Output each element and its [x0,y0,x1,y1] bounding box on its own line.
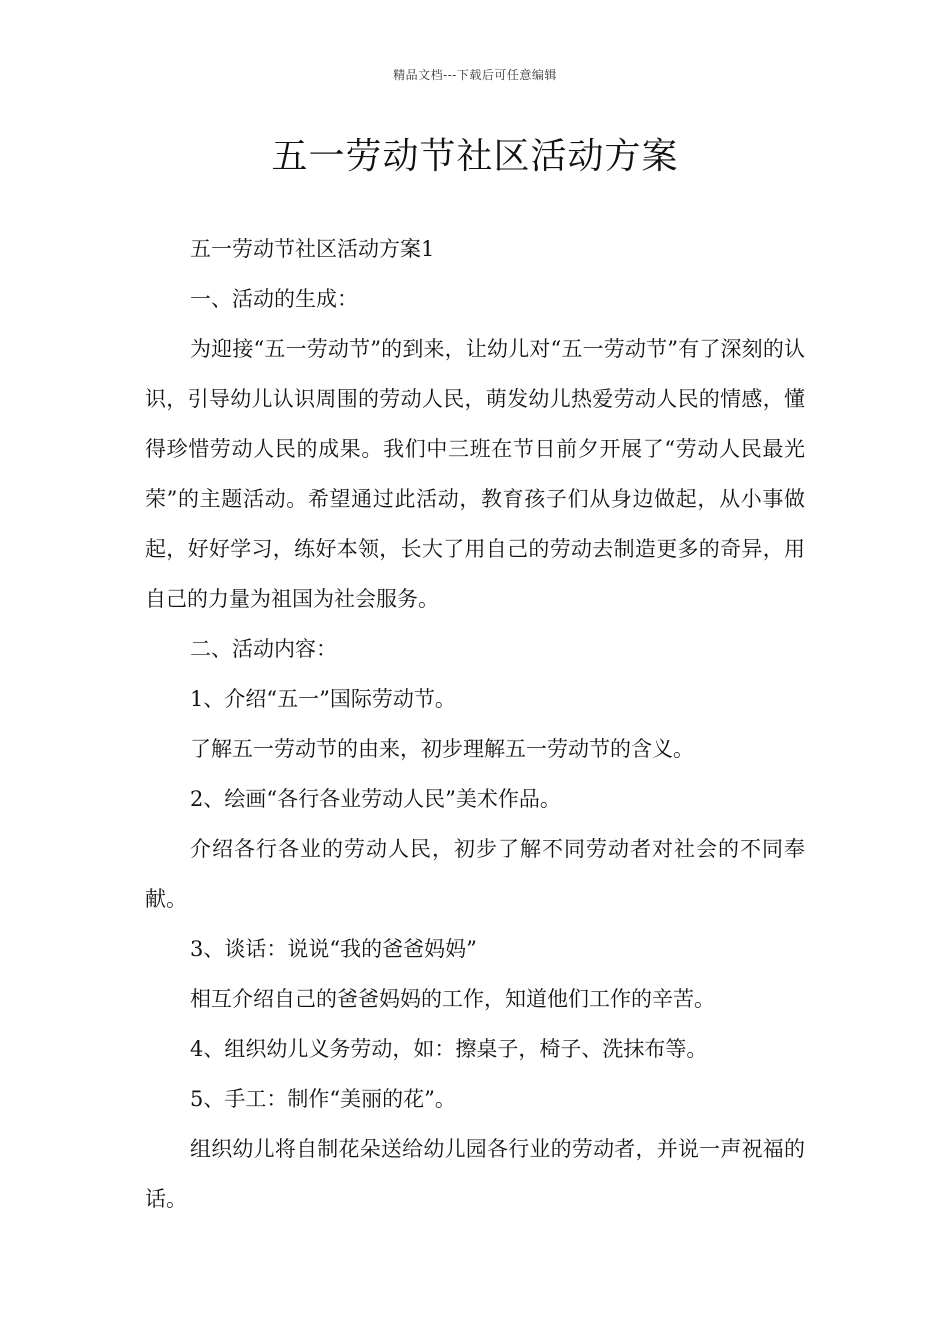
paragraph-item-5: 5、手工：制作“美丽的花”。 [190,1087,456,1111]
paragraph-section-1-heading: 一、活动的生成： [190,287,358,311]
paragraph-item-2: 2、绘画“各行各业劳动人民”美术作品。 [190,787,561,811]
document-body [145,224,805,1224]
paragraph-item-1-detail: 了解五一劳动节的由来，初步理解五一劳动节的含义。 [190,737,694,761]
document-title: 五一劳动节社区活动方案 [271,136,679,177]
header-note: 精品文档---下载后可任意编辑 [393,68,557,82]
paragraph-item-5-detail: 组织幼儿将自制花朵送给幼儿园各行业的劳动者，并说一声祝福的话。 [145,1137,805,1211]
paragraph-item-1: 1、介绍“五一”国际劳动节。 [190,687,456,711]
paragraph-item-4: 4、组织幼儿义务劳动，如：擦桌子，椅子、洗抹布等。 [190,1037,708,1061]
paragraph-plan-heading: 五一劳动节社区活动方案1 [190,237,435,261]
paragraph-item-2-detail: 介绍各行各业的劳动人民，初步了解不同劳动者对社会的不同奉献。 [145,837,805,911]
paragraph-item-3: 3、谈话：说说“我的爸爸妈妈” [190,937,477,961]
paragraph-item-3-detail: 相互介绍自己的爸爸妈妈的工作，知道他们工作的辛苦。 [190,987,715,1011]
paragraph-activity-origin: 为迎接“五一劳动节”的到来，让幼儿对“五一劳动节”有了深刻的认识，引导幼儿认识周围的劳动人民，萌发幼儿热爱劳动人民的情感，懂得珍惜劳动人民的成果。我们中三班在节日前夕开展了“劳动人民最光荣”的主题活动。希望通过此活动，教育孩子们从身边做起，从小事做起，好好学习，练好本领，长大了用自己的劳动去制造更多的奇异，用自己的力量为祖国为社会服务。 [145,337,805,611]
paragraph-section-2-heading: 二、活动内容： [190,637,337,661]
